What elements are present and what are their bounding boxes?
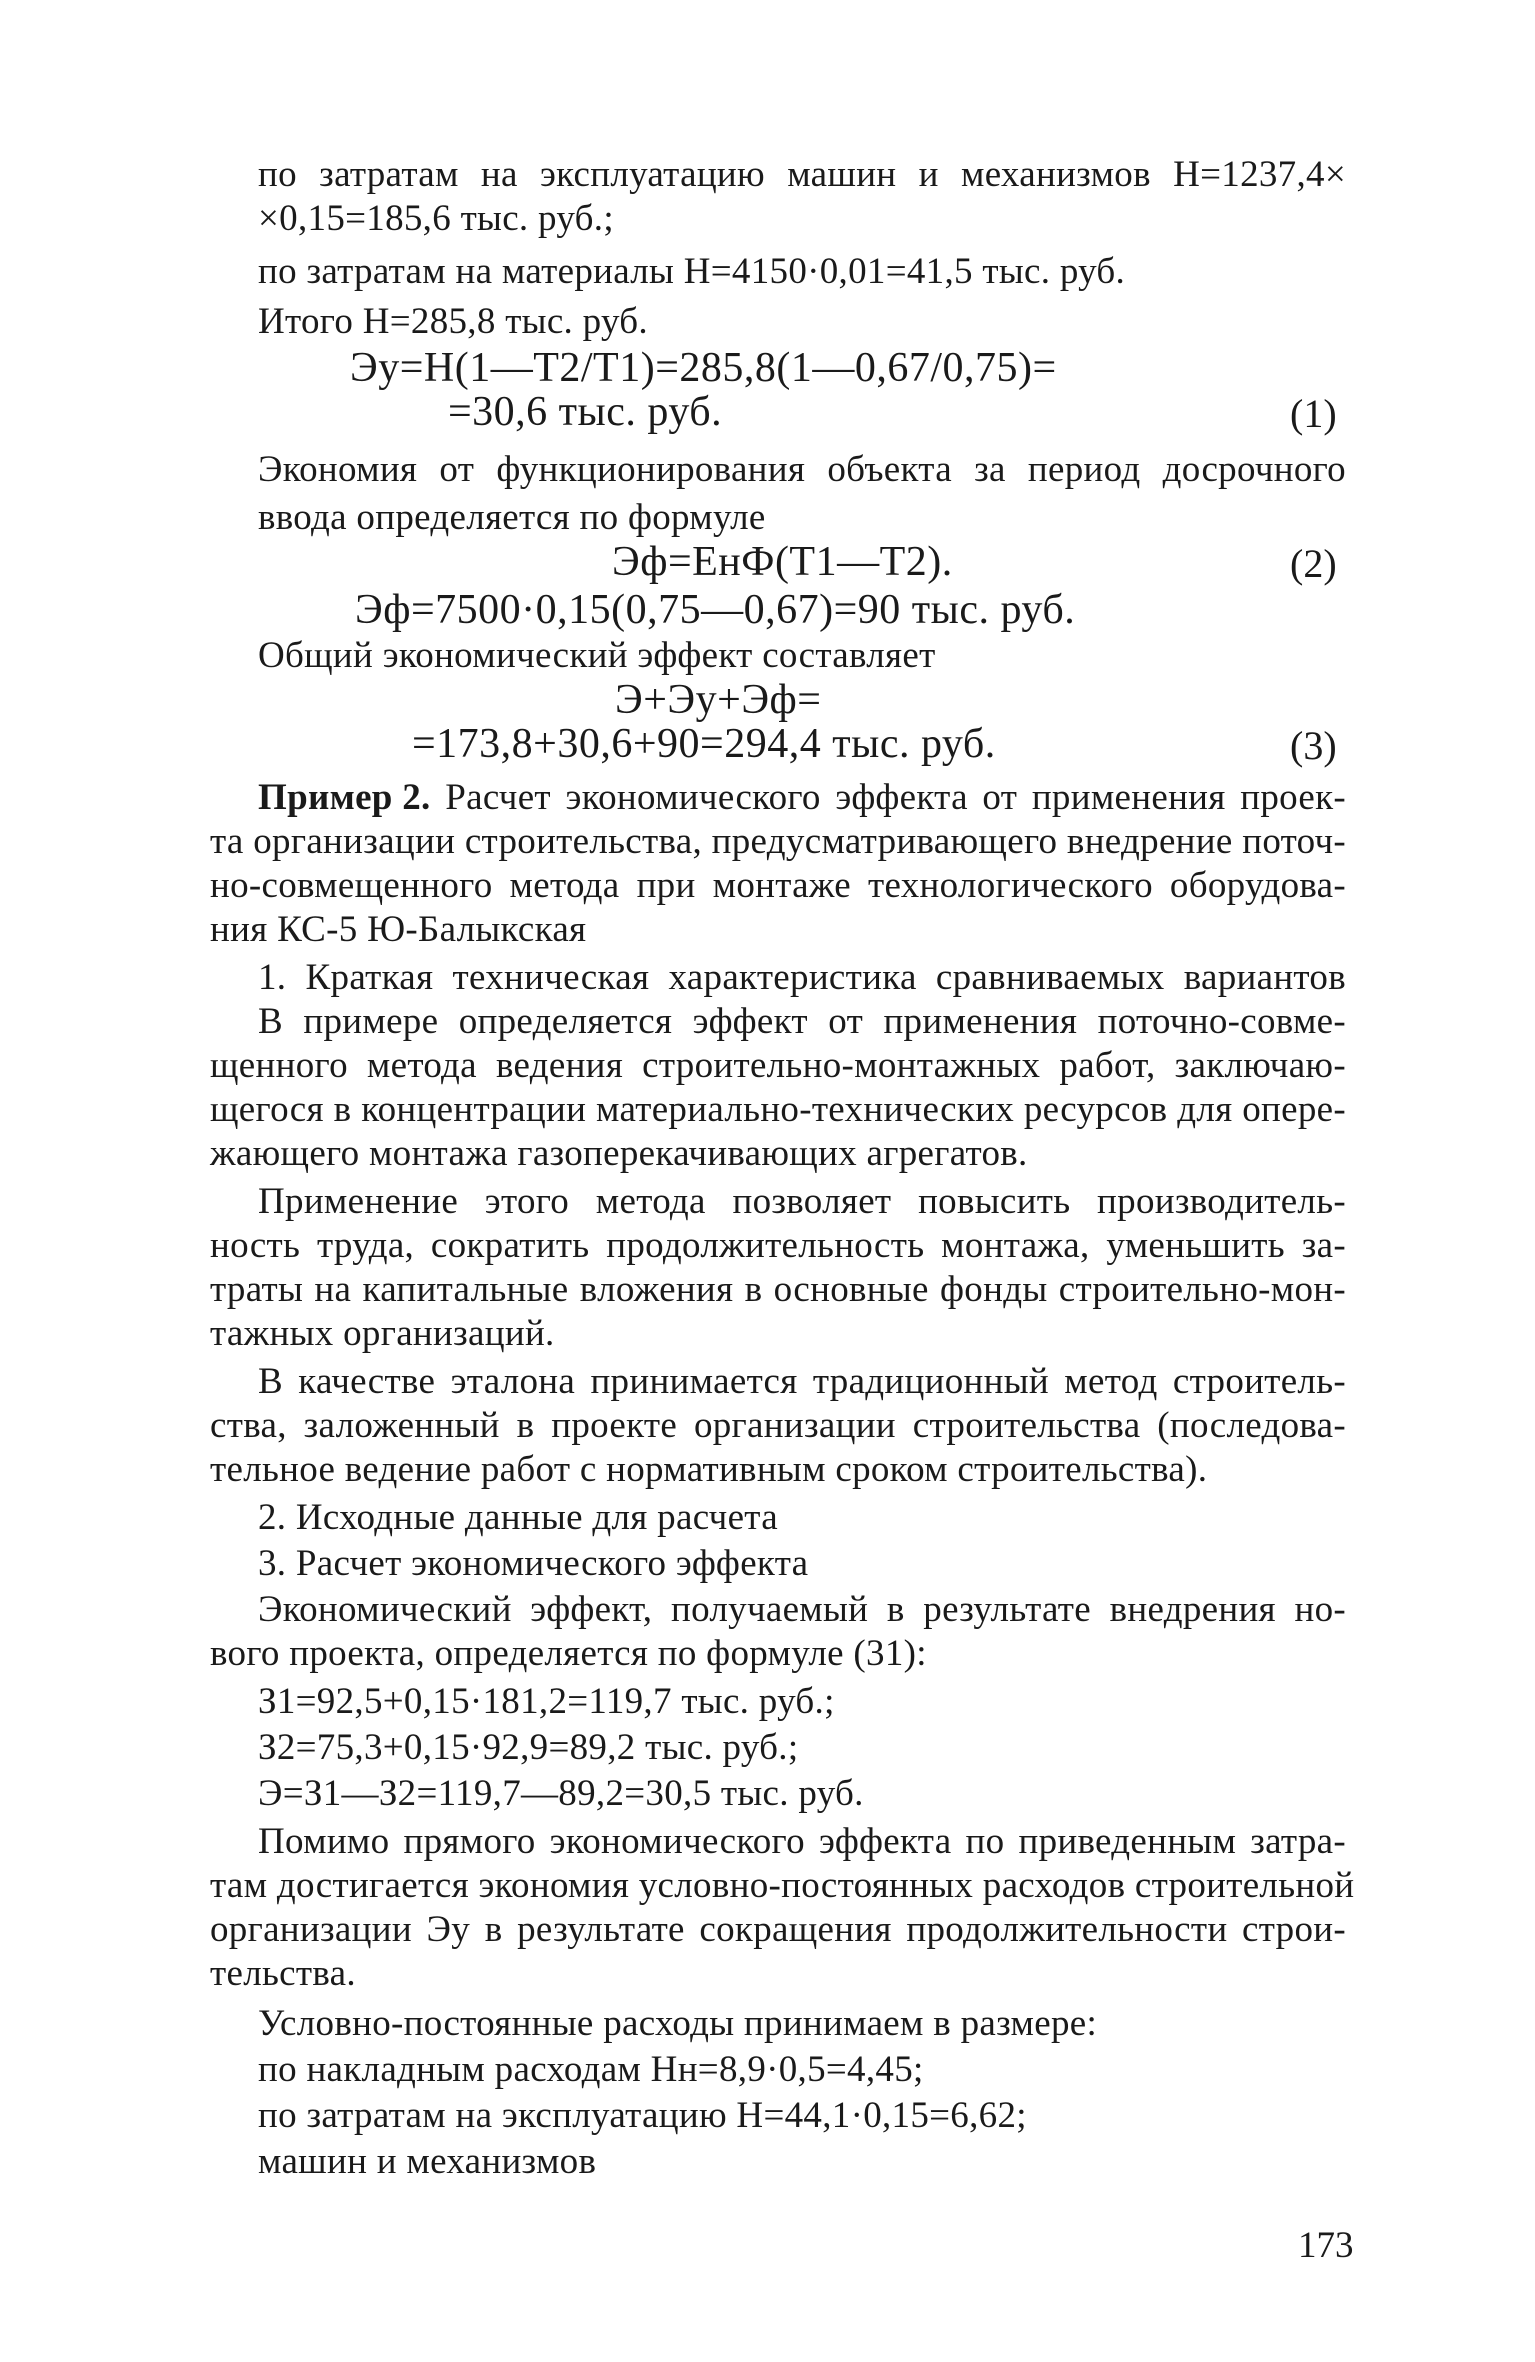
text-line: щегося в концентрации материально-технических ресурсов для опере-: [210, 1089, 1346, 1130]
equation-line: Эу=Н(1—Т2/Т1)=285,8(1—0,67/0,75)=: [350, 345, 1057, 391]
text-line: Итого Н=285,8 тыс. руб.: [258, 301, 648, 342]
section-heading: 1. Краткая техническая характеристика сравниваемых вариантов: [258, 957, 1346, 998]
text-line: по затратам на материалы Н=4150·0,01=41,5 тыс. руб.: [258, 251, 1126, 292]
page-number: 173: [1298, 2225, 1354, 2266]
equation-line: =173,8+30,6+90=294,4 тыс. руб.: [412, 721, 996, 767]
equation-line: Э+Эу+Эф=: [615, 677, 822, 723]
text-line: тельное ведение работ с нормативным сроком строительства).: [210, 1449, 1208, 1490]
formula-line: З2=75,3+0,15·92,9=89,2 тыс. руб.;: [258, 1727, 799, 1768]
equation-line: =30,6 тыс. руб.: [448, 389, 723, 435]
text-line: но-совмещенного метода при монтаже технологического оборудова-: [210, 865, 1346, 906]
text-line: Условно-постоянные расходы принимаем в размере:: [258, 2003, 1098, 2044]
text-line: по затратам на эксплуатацию Н=44,1·0,15=6,62;: [258, 2095, 1027, 2136]
text-line: машин и механизмов: [258, 2141, 597, 2182]
text-line: Применение этого метода позволяет повысить производитель-: [258, 1181, 1346, 1222]
example-title: Расчет экономического эффекта от применения проек-: [430, 777, 1346, 818]
text-line: вого проекта, определяется по формуле (31):: [210, 1633, 927, 1674]
text-line: Экономия от функционирования объекта за период досрочного: [258, 449, 1346, 490]
text-line: ×0,15=185,6 тыс. руб.;: [258, 198, 614, 239]
section-heading: 2. Исходные данные для расчета: [258, 1497, 778, 1538]
equation-line: Эф=7500·0,15(0,75—0,67)=90 тыс. руб.: [355, 587, 1076, 633]
text-line: тельства.: [210, 1953, 356, 1994]
example-heading-line: [258, 776, 1346, 820]
equation-line: Эф=ЕнФ(Т1—Т2).: [612, 539, 953, 585]
text-line: В качестве эталона принимается традиционный метод строитель-: [258, 1361, 1346, 1402]
text-line: траты на капитальные вложения в основные фонды строительно-мон-: [210, 1269, 1346, 1310]
text-line: ввода определяется по формуле: [258, 497, 766, 538]
text-line: щенного метода ведения строительно-монтажных работ, заключаю-: [210, 1045, 1346, 1086]
text-line: организации Эу в результате сокращения продолжительности строи-: [210, 1909, 1346, 1950]
text-line: жающего монтажа газоперекачивающих агрегатов.: [210, 1133, 1028, 1174]
text-line: ния КС-5 Ю-Балыкская: [210, 909, 587, 950]
text-line: Экономический эффект, получаемый в результате внедрения но-: [258, 1589, 1346, 1630]
text-line: В примере определяется эффект от применения поточно-совме-: [258, 1001, 1346, 1042]
example-label: Пример 2.: [258, 777, 431, 818]
equation-number: (1): [1290, 391, 1337, 436]
text-line: та организации строительства, предусматривающего внедрение поточ-: [210, 821, 1346, 862]
text-line: Помимо прямого экономического эффекта по приведенным затра-: [258, 1821, 1346, 1862]
text-line: ность труда, сократить продолжительность монтажа, уменьшить за-: [210, 1225, 1346, 1266]
text-line: по затратам на эксплуатацию машин и механизмов Н=1237,4×: [258, 154, 1346, 195]
text-line: Общий экономический эффект составляет: [258, 635, 936, 676]
equation-number: (3): [1290, 723, 1337, 768]
text-line: там достигается экономия условно-постоянных расходов строительной: [210, 1865, 1355, 1906]
formula-line: З1=92,5+0,15·181,2=119,7 тыс. руб.;: [258, 1681, 835, 1722]
equation-number: (2): [1290, 541, 1337, 586]
formula-line: Э=З1—З2=119,7—89,2=30,5 тыс. руб.: [258, 1773, 864, 1814]
section-heading: 3. Расчет экономического эффекта: [258, 1543, 809, 1584]
text-line: тажных организаций.: [210, 1313, 555, 1354]
text-line: по накладным расходам Нн=8,9·0,5=4,45;: [258, 2049, 924, 2090]
text-line: ства, заложенный в проекте организации строительства (последова-: [210, 1405, 1346, 1446]
